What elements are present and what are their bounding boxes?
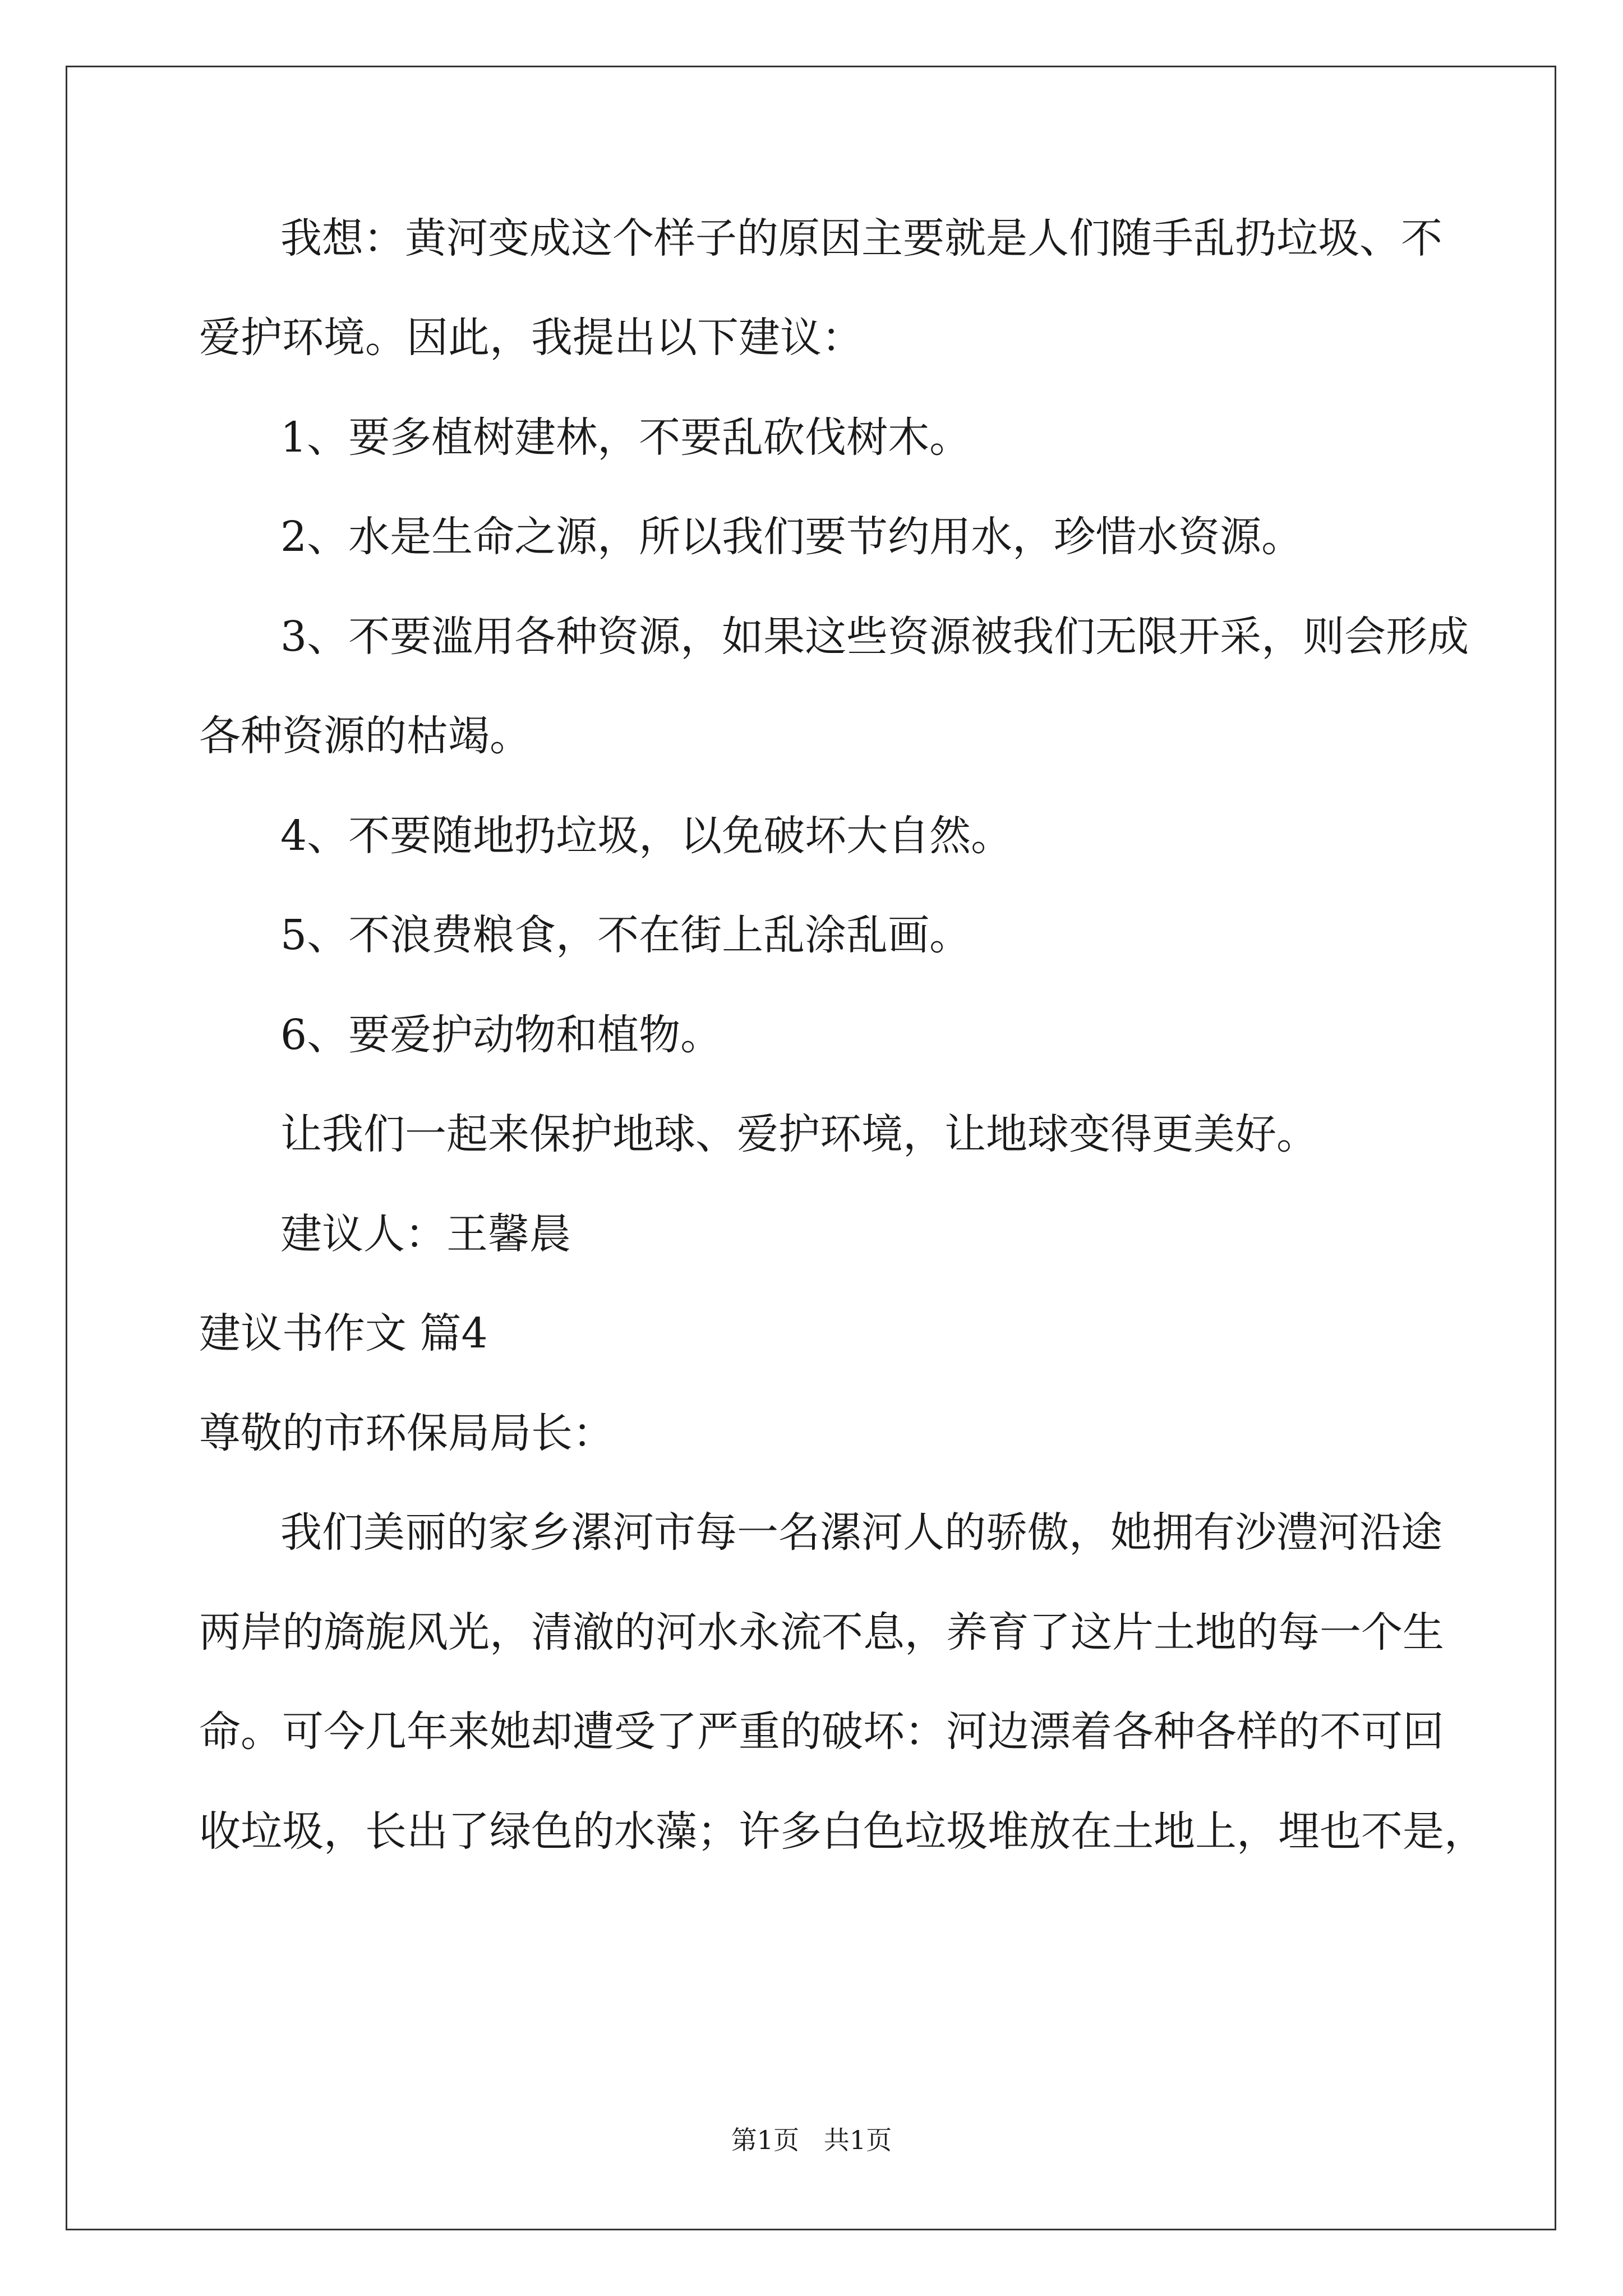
list-item: 1、要多植树建林，不要乱砍伐树木。 [280,413,971,462]
paragraph-line: 两岸的旖旎风光，清澈的河水永流不息，养育了这片土地的每一个生 [199,1608,1444,1657]
list-item: 2、水是生命之源，所以我们要节约用水，珍惜水资源。 [280,513,1303,561]
paragraph-line: 收垃圾，长出了绿色的水藻；许多白色垃圾堆放在土地上，埋也不是， [199,1807,1486,1856]
paragraph-line: 我们美丽的家乡漯河市每一名漯河人的骄傲，她拥有沙澧河沿途 [280,1508,1442,1557]
salutation: 尊敬的市环保局局长： [199,1409,614,1457]
list-item: 5、不浪费粮食，不在街上乱涂乱画。 [280,911,971,959]
list-item: 4、不要随地扔垃圾，以免破坏大自然。 [280,812,1013,860]
signature: 建议人：王馨晨 [280,1210,571,1258]
paragraph-line: 我想：黄河变成这个样子的原因主要就是人们随手乱扔垃圾、不 [280,214,1442,263]
list-item: 6、要爱护动物和植物。 [280,1011,722,1059]
paragraph-line: 各种资源的枯竭。 [199,712,531,760]
list-item: 3、不要滥用各种资源，如果这些资源被我们无限开采，则会形成 [280,613,1469,661]
paragraph-line: 命。可今几年来她却遭受了严重的破坏：河边漂着各种各样的不可回 [199,1708,1444,1756]
paragraph-line: 爱护环境。因此，我提出以下建议： [199,314,863,362]
section-heading: 建议书作文 篇4 [199,1309,488,1358]
closing-line: 让我们一起来保护地球、爱护环境，让地球变得更美好。 [280,1110,1318,1158]
page-footer: 第1页 共1页 [731,2125,892,2155]
